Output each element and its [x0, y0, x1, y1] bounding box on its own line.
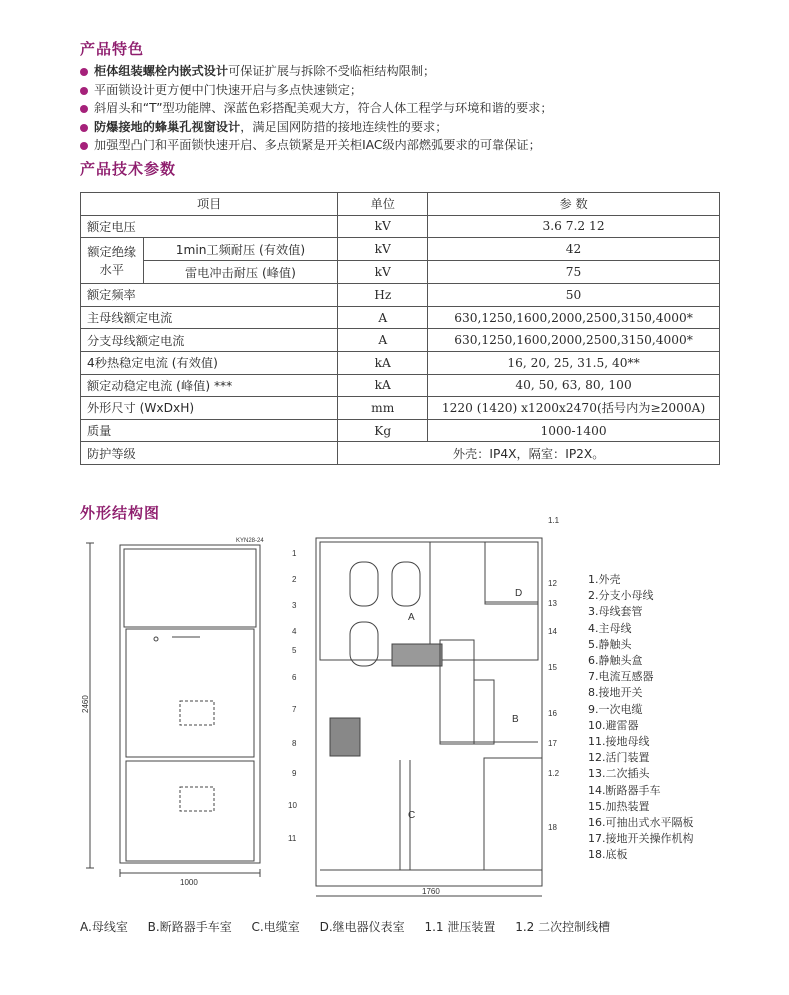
legend-item: 14.断路器手车 — [588, 783, 661, 797]
section-view-drawing — [280, 510, 580, 900]
spec-table — [80, 192, 720, 465]
header-param: 参 数 — [428, 193, 720, 216]
table-row: 防护等级 外壳：IP4X，隔室：IP2X。 — [81, 442, 720, 465]
features-title: 产品特色 — [80, 40, 145, 58]
insulation-label: 额定绝缘水平 — [81, 238, 143, 283]
legend-item: 16.可抽出式水平隔板 — [588, 816, 694, 830]
legend-item: 2.分支小母线 — [588, 589, 654, 603]
specs-title: 产品技术参数 — [80, 160, 177, 178]
legend-item: 13.二次插头 — [588, 767, 650, 781]
svg-text:10: 10 — [288, 801, 297, 810]
caption: 1.1 泄压装置 — [424, 920, 496, 934]
svg-text:A: A — [408, 612, 415, 623]
svg-text:5: 5 — [292, 646, 297, 655]
legend-item: 11.接地母线 — [588, 735, 650, 749]
table-row: 额定频率 Hz 50 — [81, 284, 720, 307]
legend-item: 8.接地开关 — [588, 686, 643, 700]
feature-item: 加强型凸门和平面锁快速开启、多点锁紧是开关柜IAC级内部燃弧要求的可靠保证； — [80, 136, 700, 155]
legend-item: 9.一次电缆 — [588, 702, 643, 716]
front-view-drawing — [80, 523, 280, 903]
svg-text:8: 8 — [292, 739, 297, 748]
svg-text:C: C — [408, 810, 416, 821]
header-item: 项目 — [81, 193, 338, 216]
legend-item: 4.主母线 — [588, 621, 632, 635]
feature-item: 防爆接地的蜂巢孔视窗设计，满足国网防措的接地连续性的要求； — [80, 118, 700, 137]
svg-text:13: 13 — [548, 599, 557, 608]
svg-text:2: 2 — [292, 575, 297, 584]
component-legend — [588, 572, 694, 864]
insulation-subtable: 额定绝缘水平 1min工频耐压 (有效值) 雷电冲击耐压 (峰值) — [81, 238, 337, 283]
svg-text:6: 6 — [292, 673, 297, 682]
front-width-label: 1000 — [180, 878, 198, 887]
features-list — [80, 62, 700, 155]
svg-text:15: 15 — [548, 663, 557, 672]
feature-item: 平面锁设计更方便中门快速开启与多点快速锁定； — [80, 81, 700, 100]
table-header-row — [81, 193, 720, 216]
table-row: 外形尺寸 (WxDxH) mm 1220 (1420) x1200x2470(括号内为≥2000A) — [81, 397, 720, 420]
svg-text:B: B — [512, 714, 519, 725]
feature-item: 斜眉头和“T”型功能牌、深蓝色彩搭配美观大方，符合人体工程学与环境和谐的要求； — [80, 99, 700, 118]
svg-text:14: 14 — [548, 627, 557, 636]
caption: D.继电器仪表室 — [319, 920, 405, 934]
svg-text:17: 17 — [548, 739, 557, 748]
caption: B.断路器手车室 — [147, 920, 232, 934]
caption: C.电缆室 — [251, 920, 300, 934]
legend-item: 1.外壳 — [588, 573, 621, 586]
room-captions — [80, 918, 626, 935]
svg-text:11: 11 — [288, 834, 297, 843]
legend-item: 7.电流互感器 — [588, 670, 654, 684]
table-row: 质量 Kg 1000-1400 — [81, 419, 720, 442]
legend-item: 17.接地开关操作机构 — [588, 832, 694, 846]
svg-text:7: 7 — [292, 705, 297, 714]
table-row: 额定动稳定电流 (峰值) *** kA 40, 50, 63, 80, 100 — [81, 374, 720, 397]
front-height-label: 2460 — [81, 695, 90, 713]
svg-text:D: D — [515, 588, 523, 599]
caption: 1.2 二次控制线槽 — [515, 920, 611, 934]
legend-item: 15.加热装置 — [588, 799, 650, 813]
svg-text:3: 3 — [292, 601, 297, 610]
svg-text:1.2: 1.2 — [548, 769, 560, 778]
structure-title: 外形结构图 — [80, 504, 161, 522]
feature-item: 柜体组装螺栓内嵌式设计可保证扩展与拆除不受临柜结构限制； — [80, 62, 700, 81]
table-row: 4秒热稳定电流 (有效值) kA 16, 20, 25, 31.5, 40** — [81, 351, 720, 374]
table-row: 分支母线额定电流 A 630,1250,1600,2000,2500,3150,4000* — [81, 329, 720, 352]
caption: A.母线室 — [80, 920, 128, 934]
svg-text:16: 16 — [548, 709, 557, 718]
svg-text:18: 18 — [548, 823, 557, 832]
svg-text:9: 9 — [292, 769, 297, 778]
legend-item: 18.底板 — [588, 848, 628, 862]
header-unit: 单位 — [338, 193, 428, 216]
legend-item: 6.静触头盒 — [588, 654, 643, 668]
legend-item: 5.静触头 — [588, 637, 632, 651]
table-row: 额定绝缘水平 1min工频耐压 (有效值) 雷电冲击耐压 (峰值) kV kV 42 75 — [81, 238, 720, 284]
svg-text:1: 1 — [292, 549, 297, 558]
legend-item: 3.母线套管 — [588, 605, 643, 619]
table-row: 额定电压 kV 3.6 7.2 12 — [81, 215, 720, 238]
svg-text:1.1: 1.1 — [548, 516, 560, 525]
front-model-label: KYN28-24 — [236, 538, 264, 544]
svg-text:4: 4 — [292, 627, 297, 636]
legend-item: 12.活门装置 — [588, 751, 650, 765]
legend-item: 10.避雷器 — [588, 718, 639, 732]
table-row: 主母线额定电流 A 630,1250,1600,2000,2500,3150,4000* — [81, 306, 720, 329]
svg-text:12: 12 — [548, 579, 557, 588]
section-depth-label: 1760 — [422, 887, 440, 896]
